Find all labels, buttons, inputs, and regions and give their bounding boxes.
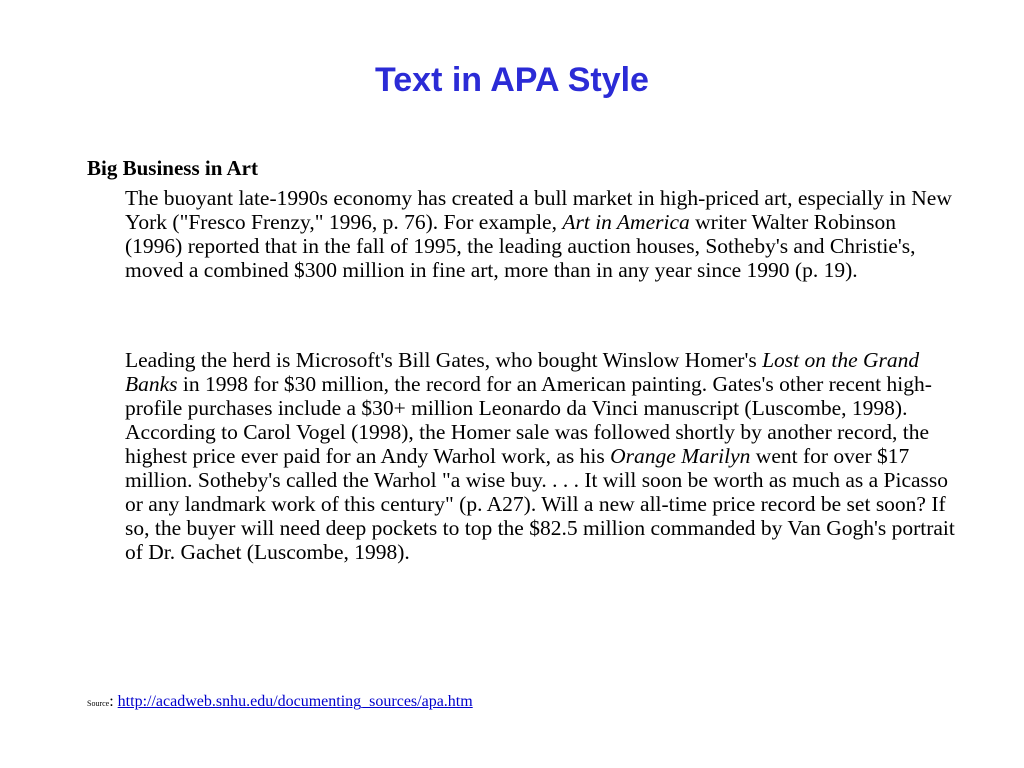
slide-title: Text in APA Style <box>375 61 649 99</box>
paragraph-2-text-3: went for over $17 million. Sotheby's called the Warhol "a wise buy. . . . It will soon be worth as much as a Picasso or any landmark work of this century" (p. A27). Will a new all-time price record be set soon? If so, the buyer will need deep pockets to top the $82.5 million commanded by Van Gogh's portrait of Dr. Gachet (Luscombe, 1998). <box>125 444 955 564</box>
paragraph-1-text-2: writer Walter Robinson (1996) reported that in the fall of 1995, the leading auction houses, Sotheby's and Christie's, moved a combined $300 million in fine art, more than in any year since 1990 (p. 19). <box>125 210 916 282</box>
source-label: Source <box>87 699 110 708</box>
section-heading: Big Business in Art <box>87 156 258 180</box>
paragraph-2-italic-title-1: Lost on the Grand Banks <box>125 348 920 396</box>
source-separator: : <box>109 693 118 710</box>
paragraph-2-text-2: in 1998 for $30 million, the record for an American painting. Gates's other recent high-profile purchases include a $30+ million Leonardo da Vinci manuscript (Luscombe, 1998). According to Carol Vogel (1998), the Homer sale was followed shortly by another record, the highest price ever paid for an Andy Warhol work, as his <box>125 372 932 468</box>
paragraph-2-text-1: Leading the herd is Microsoft's Bill Gates, who bought Winslow Homer's <box>125 348 763 372</box>
paragraph-1-italic-title: Art in America <box>562 210 690 234</box>
paragraph-2-italic-title-2: Orange Marilyn <box>610 444 751 468</box>
body-paragraph-2 <box>125 348 955 564</box>
source-link[interactable]: http://acadweb.snhu.edu/documenting_sources/apa.htm <box>117 693 473 710</box>
paragraph-1-text-1: The buoyant late-1990s economy has created a bull market in high-priced art, especially in New York ("Fresco Frenzy," 1996, p. 76). For example, <box>125 186 952 234</box>
body-paragraph-1 <box>125 186 955 282</box>
source-citation <box>87 692 473 714</box>
